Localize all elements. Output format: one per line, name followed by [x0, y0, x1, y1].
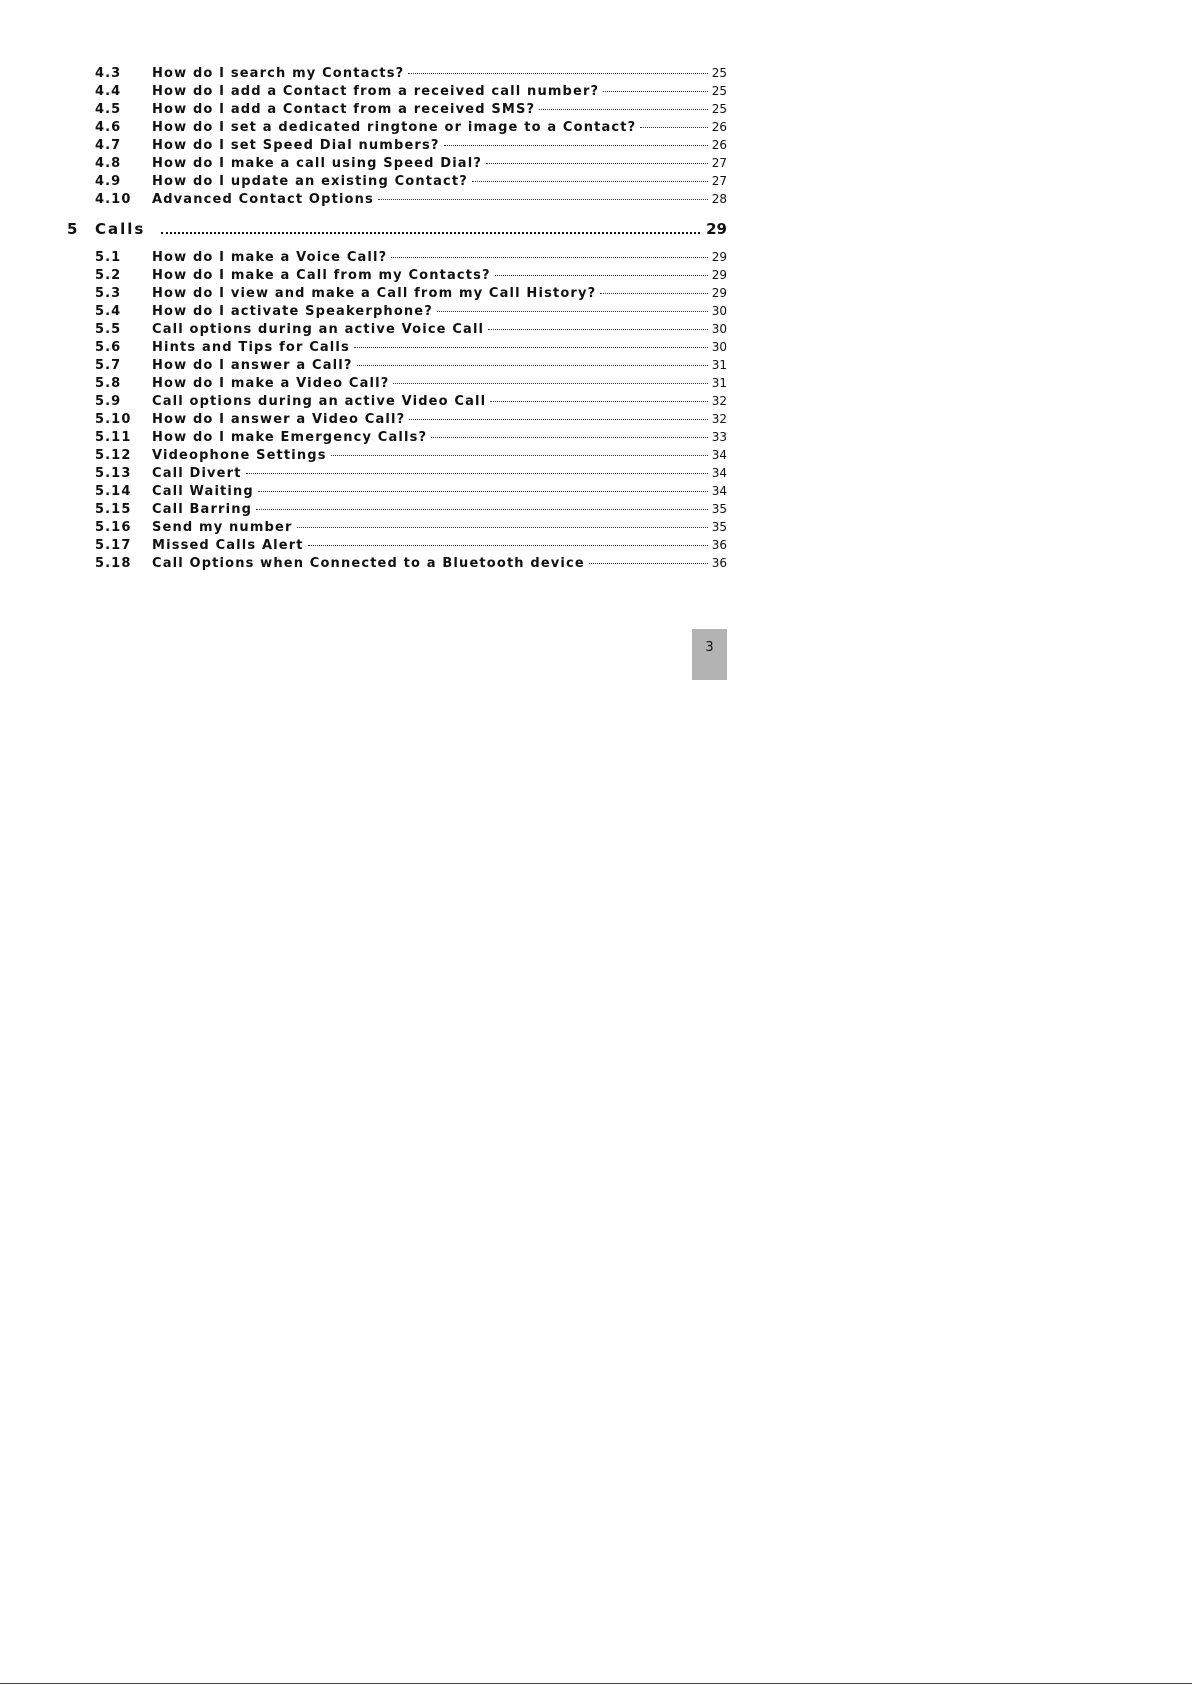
toc-entry-page: 33 — [711, 430, 727, 444]
toc-entry-title: Call Divert — [152, 466, 242, 481]
dot-leader — [495, 274, 708, 276]
toc-entry-title: Call Barring — [152, 502, 253, 517]
toc-entry-page: 29 — [711, 250, 727, 264]
toc-entry-4-3[interactable] — [0, 64, 727, 82]
dot-leader — [431, 436, 708, 438]
toc-entry-title: Advanced Contact Options — [152, 192, 374, 207]
toc-entry-5-4[interactable] — [0, 302, 727, 320]
toc-entry-page: 31 — [711, 358, 727, 372]
toc-chapter-5[interactable] — [0, 218, 727, 244]
toc-entry-number: 5.17 — [95, 538, 132, 553]
dot-leader — [258, 490, 708, 492]
dot-leader — [256, 508, 708, 510]
toc-entry-4-7[interactable] — [0, 136, 727, 154]
dot-leader — [539, 108, 708, 110]
toc-entry-number: 4.10 — [95, 192, 132, 207]
toc-entry-page: 30 — [711, 322, 727, 336]
toc-entry-number: 4.6 — [95, 120, 122, 135]
toc-entry-page: 30 — [711, 304, 727, 318]
table-of-contents — [0, 64, 1192, 572]
toc-entry-number: 5.9 — [95, 394, 122, 409]
toc-entry-title: Call Waiting — [152, 484, 254, 499]
dot-leader — [603, 90, 707, 92]
toc-entry-5-16[interactable] — [0, 518, 727, 536]
dot-leader — [589, 562, 708, 564]
toc-entry-title: How do I make a call using Speed Dial? — [152, 156, 483, 171]
toc-entry-page: 25 — [711, 66, 727, 80]
page-number: 3 — [705, 640, 714, 655]
dot-leader — [308, 544, 708, 546]
toc-entry-page: 29 — [711, 268, 727, 282]
toc-entry-page: 31 — [711, 376, 727, 390]
toc-entry-4-5[interactable] — [0, 100, 727, 118]
toc-entry-number: 4.3 — [95, 66, 122, 81]
toc-entry-number: 4.5 — [95, 102, 122, 117]
toc-entry-page: 32 — [711, 412, 727, 426]
toc-entry-5-17[interactable] — [0, 536, 727, 554]
toc-entry-number: 4.4 — [95, 84, 122, 99]
toc-entry-5-10[interactable] — [0, 410, 727, 428]
dot-leader — [393, 382, 707, 384]
toc-entry-title: How do I make a Voice Call? — [152, 250, 388, 265]
toc-entry-5-6[interactable] — [0, 338, 727, 356]
toc-entry-number: 5.3 — [95, 286, 122, 301]
toc-entry-number: 5.16 — [95, 520, 132, 535]
bottom-rule — [0, 1683, 1192, 1684]
toc-entry-title: How do I add a Contact from a received SMS? — [152, 102, 536, 117]
toc-entry-page: 30 — [711, 340, 727, 354]
toc-entry-title: How do I view and make a Call from my Call History? — [152, 286, 597, 301]
toc-entry-number: 5.10 — [95, 412, 132, 427]
toc-entry-number: 5.8 — [95, 376, 122, 391]
dot-leader — [444, 144, 708, 146]
dot-leader — [408, 72, 707, 74]
toc-entry-title: Send my number — [152, 520, 293, 535]
toc-entry-5-5[interactable] — [0, 320, 727, 338]
toc-entry-page: 34 — [711, 448, 727, 462]
toc-entry-number: 5.12 — [95, 448, 132, 463]
toc-entry-title: Videophone Settings — [152, 448, 327, 463]
dot-leader — [297, 526, 708, 528]
toc-entry-5-15[interactable] — [0, 500, 727, 518]
toc-entry-title: How do I search my Contacts? — [152, 66, 405, 81]
toc-entry-title: How do I set Speed Dial numbers? — [152, 138, 440, 153]
dot-leader — [488, 328, 708, 330]
toc-entry-5-12[interactable] — [0, 446, 727, 464]
toc-entry-5-11[interactable] — [0, 428, 727, 446]
toc-entry-page: 25 — [711, 102, 727, 116]
toc-entry-number: 5.14 — [95, 484, 132, 499]
dot-leader — [161, 232, 700, 234]
toc-entry-title: How do I add a Contact from a received call number? — [152, 84, 600, 99]
dot-leader — [354, 346, 708, 348]
toc-entry-page: 26 — [711, 120, 727, 134]
dot-leader — [472, 180, 708, 182]
dot-leader — [600, 292, 707, 294]
toc-entry-4-10[interactable] — [0, 190, 727, 208]
dot-leader — [640, 126, 707, 128]
toc-entry-page: 29 — [711, 286, 727, 300]
dot-leader — [391, 256, 707, 258]
toc-entry-number: 5.18 — [95, 556, 132, 571]
toc-entry-title: Call options during an active Video Call — [152, 394, 487, 409]
toc-entry-page: 36 — [711, 556, 727, 570]
toc-entry-page: 27 — [711, 156, 727, 170]
toc-entry-page: 28 — [711, 192, 727, 206]
dot-leader — [437, 310, 708, 312]
toc-entry-number: 5.6 — [95, 340, 122, 355]
dot-leader — [357, 364, 708, 366]
toc-entry-number: 5.4 — [95, 304, 122, 319]
toc-chapter-page: 29 — [706, 220, 727, 238]
toc-entry-number: 4.8 — [95, 156, 122, 171]
toc-entry-number: 4.9 — [95, 174, 122, 189]
toc-entry-title: How do I make a Video Call? — [152, 376, 390, 391]
dot-leader — [409, 418, 707, 420]
toc-entry-number: 5.7 — [95, 358, 122, 373]
toc-entry-number: 5.13 — [95, 466, 132, 481]
dot-leader — [246, 472, 708, 474]
toc-entry-page: 26 — [711, 138, 727, 152]
page-number-badge — [692, 629, 727, 680]
dot-leader — [378, 198, 708, 200]
toc-entry-title: Missed Calls Alert — [152, 538, 304, 553]
toc-entry-4-6[interactable] — [0, 118, 727, 136]
toc-entry-4-8[interactable] — [0, 154, 727, 172]
toc-entry-page: 34 — [711, 466, 727, 480]
toc-entry-5-2[interactable] — [0, 266, 727, 284]
toc-entry-page: 25 — [711, 84, 727, 98]
dot-leader — [331, 454, 708, 456]
toc-entry-number: 5.11 — [95, 430, 132, 445]
toc-entry-title: How do I set a dedicated ringtone or image to a Contact? — [152, 120, 637, 135]
toc-entry-title: Hints and Tips for Calls — [152, 340, 350, 355]
dot-leader — [490, 400, 707, 402]
toc-entry-title: How do I answer a Video Call? — [152, 412, 406, 427]
toc-entry-5-7[interactable] — [0, 356, 727, 374]
toc-entry-title: How do I update an existing Contact? — [152, 174, 468, 189]
toc-entry-4-4[interactable] — [0, 82, 727, 100]
toc-entry-page: 34 — [711, 484, 727, 498]
toc-entry-title: How do I activate Speakerphone? — [152, 304, 433, 319]
toc-entry-title: How do I answer a Call? — [152, 358, 353, 373]
toc-entry-page: 32 — [711, 394, 727, 408]
toc-entry-title: Call Options when Connected to a Bluetooth device — [152, 556, 585, 571]
toc-entry-page: 27 — [711, 174, 727, 188]
toc-entry-4-9[interactable] — [0, 172, 727, 190]
toc-entry-title: How do I make a Call from my Contacts? — [152, 268, 491, 283]
dot-leader — [486, 162, 708, 164]
toc-entry-page: 36 — [711, 538, 727, 552]
toc-entry-5-14[interactable] — [0, 482, 727, 500]
toc-entry-number: 4.7 — [95, 138, 122, 153]
toc-entry-5-3[interactable] — [0, 284, 727, 302]
toc-entry-5-18[interactable] — [0, 554, 727, 572]
toc-entry-page: 35 — [711, 520, 727, 534]
toc-entry-title: Call options during an active Voice Call — [152, 322, 485, 337]
toc-entry-title: How do I make Emergency Calls? — [152, 430, 428, 445]
toc-entry-5-13[interactable] — [0, 464, 727, 482]
toc-entry-number: 5.15 — [95, 502, 132, 517]
toc-entry-5-1[interactable] — [0, 248, 727, 266]
toc-entry-number: 5.2 — [95, 268, 122, 283]
toc-entry-number: 5.1 — [95, 250, 122, 265]
toc-chapter-title: Calls — [95, 220, 146, 238]
toc-entry-number: 5.5 — [95, 322, 122, 337]
toc-chapter-number: 5 — [67, 220, 78, 238]
toc-entry-page: 35 — [711, 502, 727, 516]
toc-entry-5-9[interactable] — [0, 392, 727, 410]
toc-entry-5-8[interactable] — [0, 374, 727, 392]
